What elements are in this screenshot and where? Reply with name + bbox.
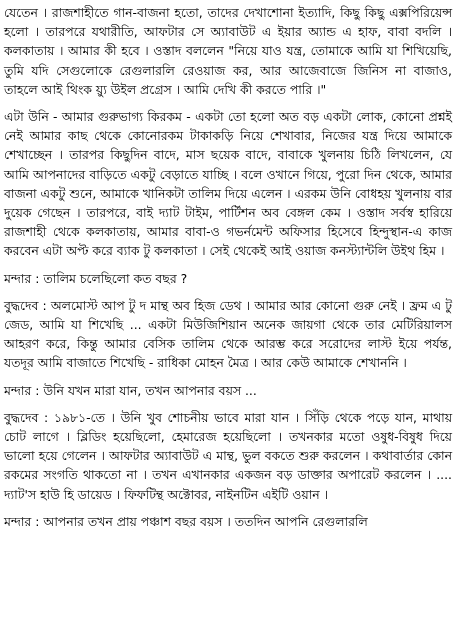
speaker-name: মন্দার — [4, 513, 32, 529]
dialogue-line-mandar-1 — [4, 269, 452, 288]
speaker-name: বুদ্ধদেব — [4, 409, 39, 425]
speaker-separator: : — [35, 382, 40, 398]
speaker-separator: : — [44, 409, 49, 425]
dialogue-line-mandar-3 — [4, 512, 452, 531]
dialogue-line-buddhadeb-2 — [4, 408, 452, 504]
dialogue-text: উনি যখন মারা যান, তখন আপনার বয়স ... — [43, 382, 257, 398]
speaker-name: মন্দার — [4, 270, 32, 286]
paragraph-text: এটা উনি - আমার গুরুভাগ্য কিরকম - একটা তো হলো অত বড় একটা লোক, কোনো প্রশ্নই নেই আমার কাছ থেকে কোনোরকম টাকাকড়ি নিয়ে শেখাবার, নিজের যন্ত্র দিয়ে আমাকে শেখাচ্ছেন । তারপর কিছুদিন বাদে, মাস ছয়েক বাদে, বাবাকে খুলনায় চিঠি লিখলেন, যে আমি আপনাদের বাড়িতে একটু বেড়াতে যাচ্ছি । বলে ওখানে গিয়ে, পুরো দিন থেকে, আমার বাজনা একটু শুনে, আমাকে খানিকটা তালিম দিয়ে এলেন । এরকম উনি বোধহয় খুলনায় বার দুয়েক গেছেন । তারপরে, বাই দ্যাট টাইম, পার্টিশন অব বেঙ্গল কেম । ওস্তাদ সর্বস্ব হারিয়ে রাজশাহী থেকে কলকাতায়, আমার বাবা-ও গভর্নমেন্ট অফিসার হিসেবে হিন্দুস্থান-এ কাজ করবেন এটা অপ্ট করে ব্যাক টু কলকাতা । সেই থেকেই আই ওয়াজ কনস্ট্যান্টলি উইথ হিম । — [4, 109, 452, 259]
speaker-name: বুদ্ধদেব — [4, 297, 39, 313]
speaker-name: মন্দার — [4, 382, 32, 398]
dialogue-text: ১৯৮১-তে । উনি খুব শোচনীয় ভাবে মারা যান । সিঁড়ি থেকে পড়ে যান, মাথায় চোট লাগে । ব্লিডিং হয়েছিলো, হেমারেজ হয়েছিলো । তখনকার মতো ওষুধ-বিষুধ দিয়ে ভালো হয়ে গেলেন । আফটার অ্যাবাউট এ মান্থ, ভুল বকতে শুরু করলেন । কথাবার্তার কোন রকমের সংগতি থাকতো না । তখন এখানকার একজন বড় ডাক্তার অপারেট করলেন । .... দ্যাট'স হাউ হি ডায়েড । ফিফটিন্থ অক্টোবর, নাইনটিন এইটি ওয়ান । — [4, 409, 452, 502]
dialogue-text: তালিম চলেছিলো কত বছর ? — [43, 270, 188, 286]
paragraph-2 — [4, 107, 452, 261]
dialogue-line-buddhadeb-1 — [4, 296, 452, 373]
paragraph-1 — [4, 3, 452, 99]
dialogue-text: আপনার তখন প্রায় পঞ্চাশ বছর বয়স । ততদিন আপনি রেগুলারলি — [43, 513, 368, 529]
speaker-separator: : — [35, 513, 40, 529]
speaker-separator: : — [42, 297, 47, 313]
dialogue-text: অলমোস্ট আপ টু দ মান্থ অব হিজ ডেথ । আমার আর কোনো গুরু নেই । ফ্রম এ টু জেড, আমি যা শিখেছি ... একটা মিউজিশিয়ান অনেক জায়গা থেকে তার মেটিরিয়ালস আহরণ করে, কিন্তু আমার বেসিক তালিম থেকে আরম্ভ করে সরোদের লাস্ট ইয়ে পর্যন্ত, যতদূর আমি বাজাতে শিখেছি - রাধিকা মোহন মৈত্র । আর কেউ আমাকে শেখাননি । — [4, 297, 452, 371]
speaker-separator: : — [35, 270, 40, 286]
dialogue-line-mandar-2 — [4, 381, 452, 400]
paragraph-text: যেতেন । রাজশাহীতে গান-বাজনা হতো, তাদের দেখাশোনা ইত্যাদি, কিছু কিছু এক্সপিরিয়েন্স হলো । তারপরে যথারীতি, আফটার সে অ্যাবাউট এ ইয়ার অ্যান্ড এ হাফ, বাবা বদলি । কলকাতায় । আমার কী হবে । ওস্তাদ বললেন "নিয়ে যাও যন্ত্র, তোমাকে আমি যা শিখিয়েছি, তুমি যদি সেগুলোকে রেগুলারলি রেওয়াজ কর, আর আজেবাজে জিনিস না বাজাও, তাহলে আই থিংক য়্যু উইল প্রগ্রেস । আমি দেখি কী করতে পারি ।" — [4, 5, 452, 97]
